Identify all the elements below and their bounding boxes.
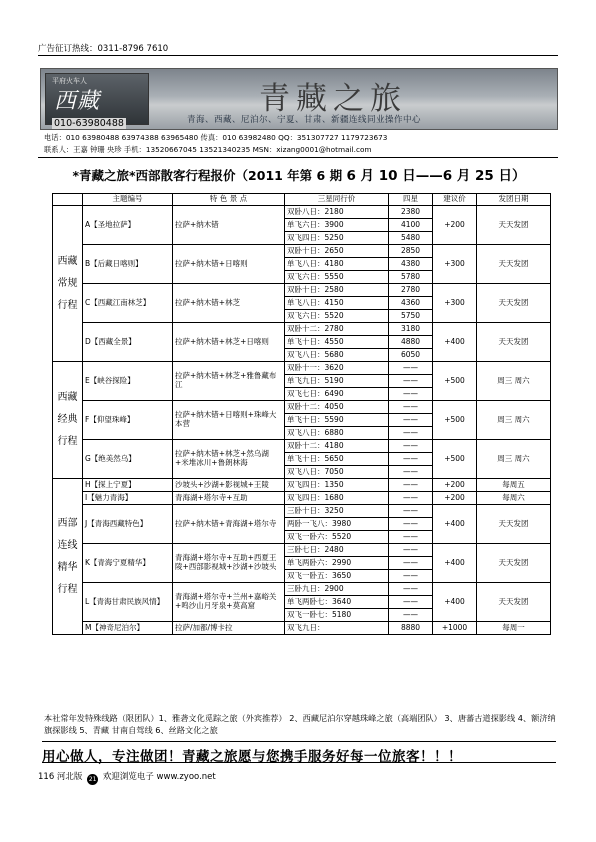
departure-cell: 周三 周六 (477, 362, 551, 401)
publisher-logo: 21 (88, 776, 97, 783)
four-star-price-cell: 3180 (389, 323, 433, 336)
three-star-price-cell: 单飞八日：4150 (285, 297, 389, 310)
departure-cell: 天天发团 (477, 284, 551, 323)
four-star-price-cell: —— (389, 375, 433, 388)
suggested-price-cell: +500 (433, 401, 477, 440)
category-cell: 西部 连线 精华 行程 (53, 479, 83, 635)
three-star-price-cell: 双飞四日：1350 (285, 479, 389, 492)
four-star-price-cell: —— (389, 544, 433, 557)
suggested-price-cell: +500 (433, 440, 477, 479)
three-star-price-cell: 单飞两卧六：2990 (285, 557, 389, 570)
theme-code-cell: D【西藏全景】 (83, 323, 173, 362)
spots-cell: 青海湖+塔尔寺+互助+西夏王陵+西部影视城+沙湖+沙坡头 (173, 544, 285, 583)
table-row (53, 492, 551, 505)
three-star-price-cell: 双飞四日：5250 (285, 232, 389, 245)
three-star-price-cell: 三卧十日：3250 (285, 505, 389, 518)
theme-code-cell: J【青海西藏特色】 (83, 505, 173, 544)
four-star-price-cell: —— (389, 557, 433, 570)
table-row (53, 401, 551, 414)
three-star-price-cell: 双飞一卧六：5520 (285, 531, 389, 544)
theme-code-cell: E【峡谷探险】 (83, 362, 173, 401)
four-star-price-cell: 6050 (389, 349, 433, 362)
three-star-price-cell: 三卧七日：2480 (285, 544, 389, 557)
table-row (53, 583, 551, 596)
table-row (53, 479, 551, 492)
four-star-price-cell: —— (389, 414, 433, 427)
theme-code-cell: G【绝美然乌】 (83, 440, 173, 479)
four-star-price-cell: —— (389, 531, 433, 544)
three-star-price-cell: 双飞八日：5680 (285, 349, 389, 362)
three-star-price-cell: 双飞八日：7050 (285, 466, 389, 479)
four-star-price-cell: —— (389, 479, 433, 492)
header-cell: 三星同行价 (285, 194, 389, 206)
three-star-price-cell: 双飞六日：5550 (285, 271, 389, 284)
header-cell: 特 色 景 点 (173, 194, 285, 206)
three-star-price-cell: 双飞六日：5520 (285, 310, 389, 323)
three-star-price-cell: 单飞十日：4550 (285, 336, 389, 349)
headline-prefix: *青藏之旅*西部散客行程报价（2011 年第 6 期 (72, 168, 343, 183)
four-star-price-cell: 5480 (389, 232, 433, 245)
three-star-price-cell: 两卧一飞八：3980 (285, 518, 389, 531)
three-star-price-cell: 双卧十日：2650 (285, 245, 389, 258)
banner-subtitle: 青海、西藏、尼泊尔、宁夏、甘肃、新疆连线同业操作中心 (187, 115, 422, 125)
contact-divider (38, 157, 558, 158)
departure-cell: 天天发团 (477, 505, 551, 544)
four-star-price-cell: —— (389, 401, 433, 414)
departure-cell: 天天发团 (477, 583, 551, 622)
spots-cell: 沙坡头+沙湖+影视城+王陵 (173, 479, 285, 492)
table-row (53, 206, 551, 219)
suggested-price-cell: +400 (433, 583, 477, 622)
headline-dates: 6 月 10 日——6 月 25 日） (346, 168, 526, 184)
price-headline (40, 164, 558, 184)
four-star-price-cell: —— (389, 388, 433, 401)
suggested-price-cell: +1000 (433, 622, 477, 635)
ad-hotline: 广告征订热线：0311-8796 7610 (38, 44, 169, 54)
suggested-price-cell: +400 (433, 505, 477, 544)
theme-code-cell: B【后藏日喀则】 (83, 245, 173, 284)
four-star-price-cell: —— (389, 440, 433, 453)
top-divider (38, 55, 558, 56)
banner-title: 青藏之旅 (259, 81, 407, 117)
three-star-price-cell: 单飞十日：5590 (285, 414, 389, 427)
logo-tagline: 平府火车人 (52, 77, 87, 85)
spots-cell: 拉萨+纳木错+青海湖+塔尔寺 (173, 505, 285, 544)
table-row (53, 323, 551, 336)
four-star-price-cell: —— (389, 609, 433, 622)
four-star-price-cell: —— (389, 362, 433, 375)
suggested-price-cell: +400 (433, 544, 477, 583)
three-star-price-cell: 单飞八日：4180 (285, 258, 389, 271)
departure-cell: 天天发团 (477, 206, 551, 245)
three-star-price-cell: 双卧十日：2580 (285, 284, 389, 297)
theme-code-cell: L【青海甘肃民族风情】 (83, 583, 173, 622)
three-star-price-cell: 单飞九日：5190 (285, 375, 389, 388)
spots-cell: 拉萨+纳木错+林芝+日喀则 (173, 323, 285, 362)
table-row (53, 284, 551, 297)
four-star-price-cell: 2380 (389, 206, 433, 219)
departure-cell: 周三 周六 (477, 401, 551, 440)
theme-code-cell: A【圣地拉萨】 (83, 206, 173, 245)
page-number: 116 河北版 (38, 772, 83, 782)
table-row (53, 505, 551, 518)
suggested-price-cell: +200 (433, 479, 477, 492)
suggested-price-cell: +300 (433, 245, 477, 284)
three-star-price-cell: 双飞九日： (285, 622, 389, 635)
three-star-price-cell: 双飞一卧七：5180 (285, 609, 389, 622)
three-star-price-cell: 双飞八日：6880 (285, 427, 389, 440)
three-star-price-cell: 双卧十二：4180 (285, 440, 389, 453)
four-star-price-cell: 5780 (389, 271, 433, 284)
three-star-price-cell: 双飞四日：1680 (285, 492, 389, 505)
four-star-price-cell: —— (389, 570, 433, 583)
three-star-price-cell: 双飞七日：6490 (285, 388, 389, 401)
contact-phones: 电话：010 63980488 63974388 63965480 传真：010 63982480 QQ：351307727 1179723673 (44, 133, 388, 142)
suggested-price-cell: +200 (433, 206, 477, 245)
header-blank (53, 194, 83, 206)
four-star-price-cell: 5750 (389, 310, 433, 323)
departure-cell: 天天发团 (477, 323, 551, 362)
agency-banner (40, 68, 558, 130)
spots-cell: 拉萨+纳木错+日喀则+珠峰大本营 (173, 401, 285, 440)
theme-code-cell: H【探上宁夏】 (83, 479, 173, 492)
departure-cell: 天天发团 (477, 544, 551, 583)
spots-cell: 拉萨+纳木错 (173, 206, 285, 245)
theme-code-cell: M【神奇尼泊尔】 (83, 622, 173, 635)
suggested-price-cell: +500 (433, 362, 477, 401)
table-row (53, 245, 551, 258)
table-row (53, 544, 551, 557)
suggested-price-cell: +200 (433, 492, 477, 505)
special-routes-note: 本社常年发特殊线路（限团队）1、雅砻文化觅踪之旅（外宾推荐） 2、西藏尼泊尔穿越珠峰之旅（高端团队） 3、唐蕃古道探影线 4、额济纳旗探影线 5、青藏 甘南自驾线 6、丝路文化之旅 (44, 713, 556, 736)
four-star-price-cell: 4100 (389, 219, 433, 232)
departure-cell: 每周五 (477, 479, 551, 492)
logo-wordmark: 西藏 (54, 89, 101, 114)
four-star-price-cell: —— (389, 583, 433, 596)
spots-cell: 青海湖+塔尔寺+互助 (173, 492, 285, 505)
agency-logo (45, 73, 149, 129)
logo-phone: 010-63980488 (54, 118, 124, 129)
suggested-price-cell: +400 (433, 323, 477, 362)
tour-price-table (52, 193, 551, 635)
three-star-price-cell: 双卧八日：2180 (285, 206, 389, 219)
header-cell: 主题编号 (83, 194, 173, 206)
theme-code-cell: K【青海宁夏精华】 (83, 544, 173, 583)
four-star-price-cell: —— (389, 453, 433, 466)
four-star-price-cell: —— (389, 466, 433, 479)
four-star-price-cell: 4380 (389, 258, 433, 271)
four-star-price-cell: 4360 (389, 297, 433, 310)
category-cell: 西藏 经典 行程 (53, 362, 83, 479)
table-row (53, 362, 551, 375)
three-star-price-cell: 单飞六日：3900 (285, 219, 389, 232)
departure-cell: 天天发团 (477, 245, 551, 284)
slogan: 用心做人，专注做团！青藏之旅愿与您携手服务好每一位旅客！！！ (42, 741, 556, 763)
four-star-price-cell: 2850 (389, 245, 433, 258)
category-cell: 西藏 常规 行程 (53, 206, 83, 362)
footer-website: 欢迎浏览电子 www.zyoo.net (102, 772, 216, 782)
contact-people: 联系人：王嘉 钟珊 央珍 手机：13520667045 13521340235 MSN：xizang0001@hotmail.com (44, 145, 372, 154)
theme-code-cell: C【西藏江南林芝】 (83, 284, 173, 323)
four-star-price-cell: —— (389, 427, 433, 440)
departure-cell: 每周一 (477, 622, 551, 635)
suggested-price-cell: +300 (433, 284, 477, 323)
three-star-price-cell: 双卧十一：3620 (285, 362, 389, 375)
spots-cell: 拉萨/加都/博卡拉 (173, 622, 285, 635)
table-row (53, 622, 551, 635)
table-row (53, 440, 551, 453)
four-star-price-cell: 8880 (389, 622, 433, 635)
departure-cell: 每周六 (477, 492, 551, 505)
three-star-price-cell: 双飞一卧五：3650 (285, 570, 389, 583)
four-star-price-cell: 2780 (389, 284, 433, 297)
three-star-price-cell: 单飞两卧七：3640 (285, 596, 389, 609)
three-star-price-cell: 双卧十二：4050 (285, 401, 389, 414)
three-star-price-cell: 三卧九日：2900 (285, 583, 389, 596)
four-star-price-cell: —— (389, 505, 433, 518)
three-star-price-cell: 单飞十日：5650 (285, 453, 389, 466)
header-cell: 四星 (389, 194, 433, 206)
header-cell: 建议价 (433, 194, 477, 206)
header-cell: 发团日期 (477, 194, 551, 206)
table-header-row (53, 194, 551, 206)
spots-cell: 青海湖+塔尔寺+兰州+嘉峪关+鸣沙山月牙泉+莫高窟 (173, 583, 285, 622)
four-star-price-cell: —— (389, 492, 433, 505)
spots-cell: 拉萨+纳木错+日喀则 (173, 245, 285, 284)
four-star-price-cell: 4880 (389, 336, 433, 349)
three-star-price-cell: 双卧十二：2780 (285, 323, 389, 336)
spots-cell: 拉萨+纳木错+林芝+雅鲁藏布江 (173, 362, 285, 401)
theme-code-cell: F【仰望珠峰】 (83, 401, 173, 440)
four-star-price-cell: —— (389, 518, 433, 531)
departure-cell: 周三 周六 (477, 440, 551, 479)
page-footer (38, 770, 216, 785)
spots-cell: 拉萨+纳木错+林芝+然乌湖+米堆冰川+鲁朗林海 (173, 440, 285, 479)
theme-code-cell: I【魅力青海】 (83, 492, 173, 505)
spots-cell: 拉萨+纳木错+林芝 (173, 284, 285, 323)
four-star-price-cell: —— (389, 596, 433, 609)
